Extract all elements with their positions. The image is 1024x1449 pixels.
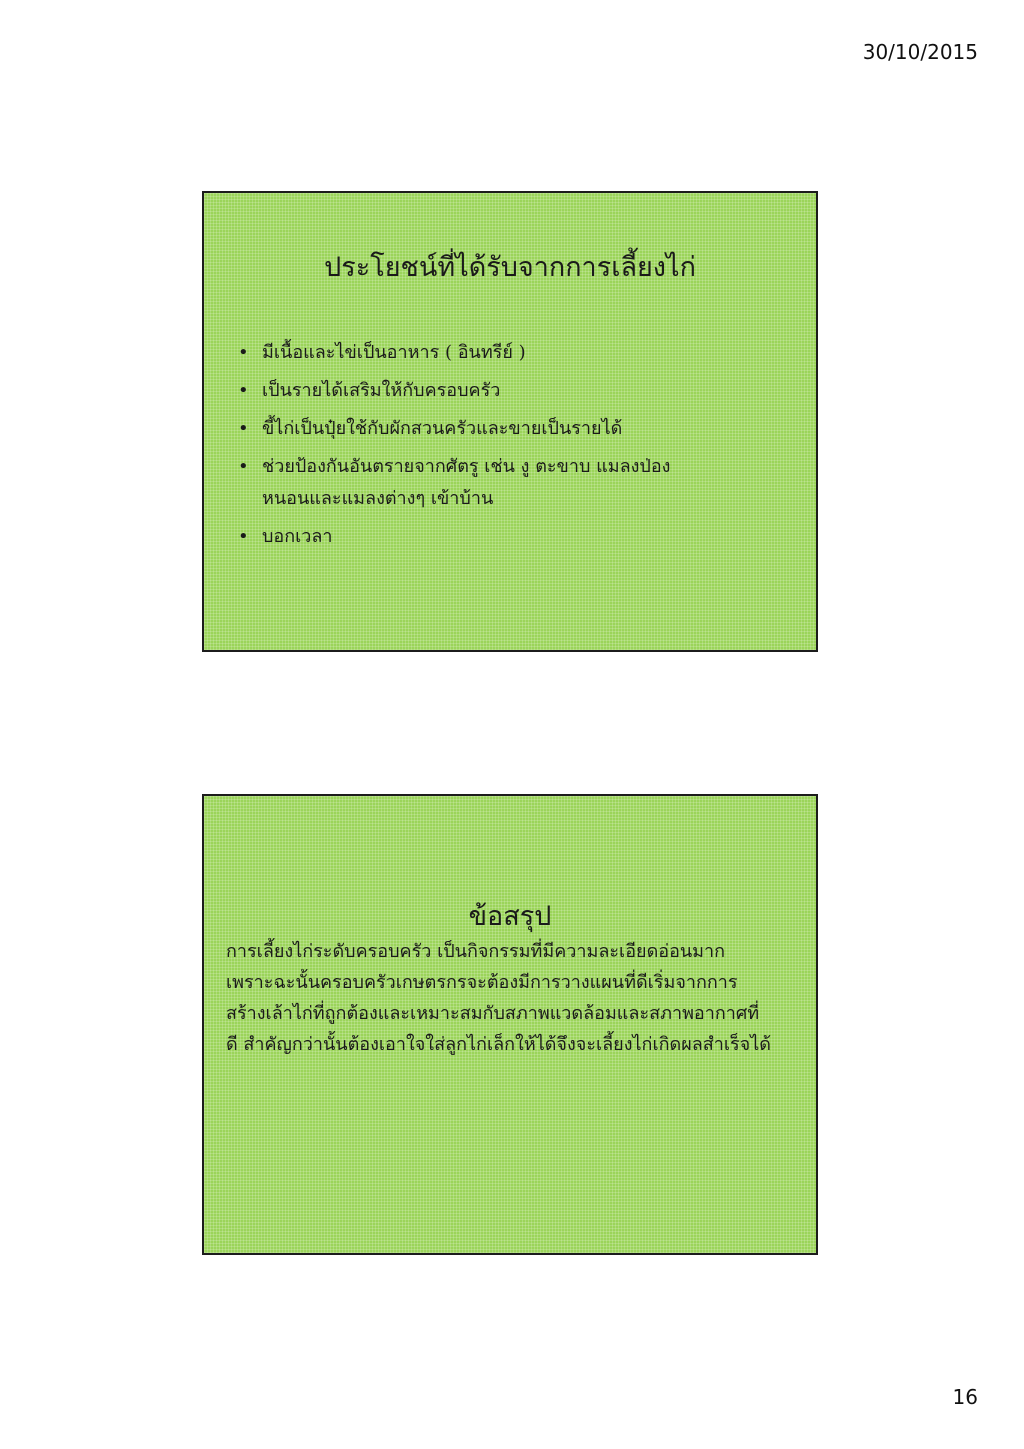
bullet-icon: • xyxy=(238,456,249,477)
bullet-text: บอกเวลา xyxy=(262,526,333,547)
list-item xyxy=(238,521,776,553)
bullet-icon: • xyxy=(238,526,249,547)
slide-title: ข้อสรุป xyxy=(468,901,552,932)
list-item xyxy=(238,413,776,445)
bullet-text: มีเนื้อและไข่เป็นอาหาร ( อินทรีย์ ) xyxy=(262,342,526,363)
bullet-list xyxy=(238,337,776,559)
bullet-text-line: ช่วยป้องกันอันตรายจากศัตรู เช่น งู ตะขาบ แมลงป่อง xyxy=(262,456,671,477)
bullet-text: ขี้ไก่เป็นปุ๋ยใช้กับผักสวนครัวและขายเป็นรายได้ xyxy=(262,418,623,439)
paragraph-line: การเลี้ยงไก่ระดับครอบครัว เป็นกิจกรรมที่มีความละเอียดอ่อนมาก xyxy=(226,941,726,962)
list-item xyxy=(238,451,776,515)
bullet-icon: • xyxy=(238,380,249,401)
paragraph-line: ดี สำคัญกว่านั้นต้องเอาใจใส่ลูกไก่เล็กให้ได้จึงจะเลี้ยงไก่เกิดผลสำเร็จได้ xyxy=(226,1034,771,1055)
slide-title: ประโยชน์ที่ได้รับจากการเลี้ยงไก่ xyxy=(324,252,696,283)
slide-benefits xyxy=(202,191,818,652)
list-item xyxy=(238,337,776,369)
paragraph-line: เพราะฉะนั้นครอบครัวเกษตรกรจะต้องมีการวางแผนที่ดีเริ่มจากการ xyxy=(226,972,738,993)
bullet-text-line: หนอนและแมลงต่างๆ เข้าบ้าน xyxy=(262,488,494,509)
page-date: 30/10/2015 xyxy=(862,40,978,64)
bullet-icon: • xyxy=(238,418,249,439)
page-number: 16 xyxy=(952,1385,978,1409)
list-item xyxy=(238,375,776,407)
paragraph-line: สร้างเล้าไก่ที่ถูกต้องและเหมาะสมกับสภาพแวดล้อมและสภาพอากาศที่ xyxy=(226,1003,760,1024)
bullet-text: เป็นรายได้เสริมให้กับครอบครัว xyxy=(262,380,501,401)
slide-conclusion xyxy=(202,794,818,1255)
bullet-icon: • xyxy=(238,342,249,363)
summary-paragraph xyxy=(226,936,802,1060)
